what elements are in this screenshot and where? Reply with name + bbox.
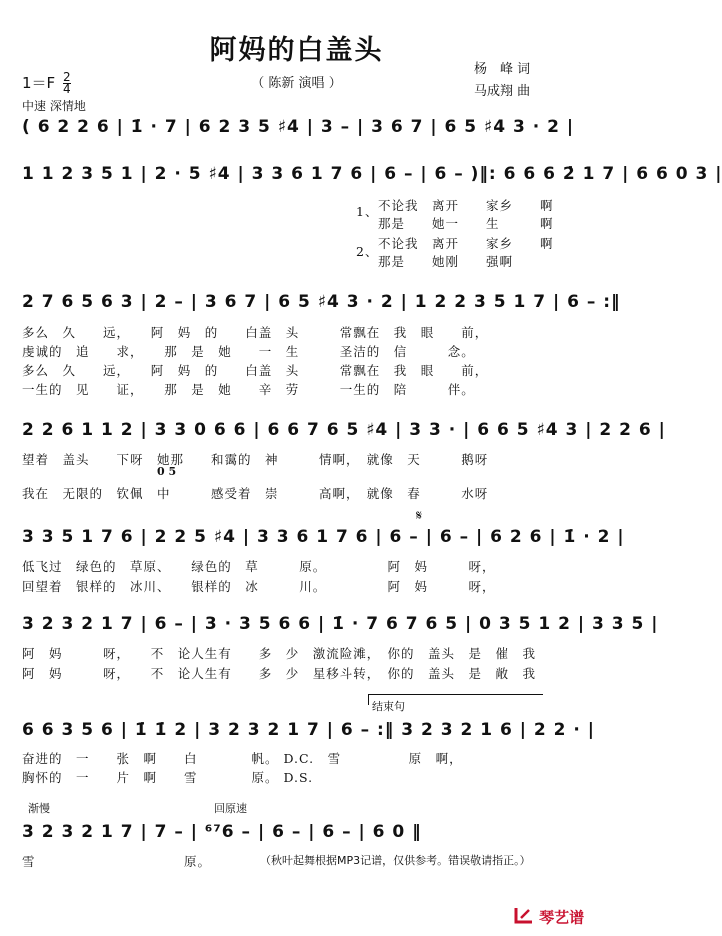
key-label: 1＝F [22, 74, 56, 92]
score-line-7: 6 6 3 5 6 | 1̇ 1̇ 2 | 3 2 3 2 1 7 | 6 – :‖ 3 2 3 2 1 6 | 2 2 · | [22, 720, 595, 740]
lyric-line: 阿 妈 呀， 不 论人生有 多 少 激流险滩， 你的 盖头 是 催 我 [22, 646, 537, 661]
lyric-line: 望着 盖头 下呀 她那 和霭的 神 情啊， 就像 天 鹅呀 [22, 452, 489, 467]
lyric-line: 虔诚的 追 求， 那 是 她 一 生 圣洁的 信 念。 [22, 344, 475, 359]
logo-icon [514, 906, 534, 928]
score-line-2: 1 1 2 3 5 1 | 2 · 5 ♯4 | 3 3 6 1 7 6 | 6 – | 6 – )‖: 6 6 6 2̇ 1 7 | 6 6 0 3 | [22, 164, 722, 184]
grace-note: 0 5 [157, 465, 177, 478]
score-line-5: 3 3 5 1 7 6 | 2 2 5 ♯4 | 3 3 6 1 7 6 | 6 – | 6 – | 6 2 6 | 1̇ · 2 | [22, 527, 625, 547]
score-line-8: 3 2 3 2 1 7 | 7 – | ⁶⁷6 – | 6 – | 6 – | 6 0 ‖ [22, 822, 422, 842]
lyric-line: 一生的 见 证， 那 是 她 辛 劳 一生的 陪 伴。 [22, 382, 475, 397]
lyric-line: 多么 久 远， 阿 妈 的 白盖 头 常飘在 我 眼 前， [22, 325, 489, 340]
a-tempo-marking: 回原速 [214, 802, 247, 815]
logo-text: 琴艺谱 [539, 908, 585, 927]
lyric-line: 低飞过 绿色的 草原、 绿色的 草 原。 阿 妈 呀， [22, 559, 496, 574]
lyric-line: 奋进的 一 张 啊 白 帆。 D.C. 雪 原 啊， [22, 751, 463, 766]
verse-2-line-2: 那是 她刚 强啊 [378, 254, 514, 269]
time-signature-bottom: 4 [62, 82, 71, 96]
lyric-line: 雪 原。 [22, 854, 212, 869]
verse-marker-2: 2、 [356, 244, 379, 259]
verse-marker-1: 1、 [356, 204, 379, 219]
transcription-note: （秋叶起舞根据MP3记谱，仅供参考。错误敬请指正。） [260, 854, 531, 867]
verse-2-line-1: 不论我 离开 家乡 啊 [378, 236, 554, 251]
lyric-line: 多么 久 远， 阿 妈 的 白盖 头 常飘在 我 眼 前， [22, 363, 489, 378]
lyricist-credit: 杨 峰 词 [474, 62, 531, 77]
time-signature [63, 72, 71, 95]
song-title: 阿妈的白盖头 [209, 35, 384, 66]
lyric-line: 胸怀的 一 片 啊 雪 原。 D.S. [22, 770, 314, 785]
segno-sign: 𝄋 [416, 508, 423, 524]
verse-1-line-1: 不论我 离开 家乡 啊 [378, 198, 554, 213]
rit-marking: 渐慢 [28, 802, 50, 815]
logo [514, 906, 584, 928]
singer-credit: （ 陈新 演唱 ） [251, 76, 342, 91]
lyric-line: 我在 无限的 钦佩 中 感受着 崇 高啊， 就像 春 水呀 [22, 486, 489, 501]
score-line-4: 2 2 6 1 1 2 | 3 3 0 6 6 | 6 6 7 6 5 ♯4 | 3 3 · | 6 6 5 ♯4 3 | 2 2 6 | [22, 420, 666, 440]
time-signature-top: 2 [62, 70, 71, 84]
key-signature [22, 72, 71, 95]
score-line-3: 2 7 6 5 6 3 | 2 – | 3 6 7 | 6 5 ♯4 3 · 2 | 1 2 2 3 5 1 7 | 6 – :‖ [22, 292, 621, 312]
lyric-line: 回望着 银样的 冰川、 银样的 冰 川。 阿 妈 呀， [22, 579, 496, 594]
tempo-marking: 中速 深情地 [22, 99, 86, 113]
score-line-6: 3 2 3 2 1 7 | 6 – | 3 · 3 5 6 6 | 1̇ · 7 6 7 6 5 | 0 3 5 1 2 | 3 3 5 | [22, 614, 659, 634]
composer-credit: 马成翔 曲 [474, 84, 531, 99]
score-line-1: ( 6 2 2 6 | 1̇ · 7 | 6 2 3 5 ♯4 | 3 – | 3 6 7 | 6 5 ♯4 3 · 2 | [22, 117, 575, 137]
verse-1-line-2: 那是 她一 生 啊 [378, 216, 554, 231]
lyric-line: 阿 妈 呀， 不 论人生有 多 少 星移斗转， 你的 盖头 是 敞 我 [22, 666, 537, 681]
ending-label: 结束句 [372, 700, 405, 713]
